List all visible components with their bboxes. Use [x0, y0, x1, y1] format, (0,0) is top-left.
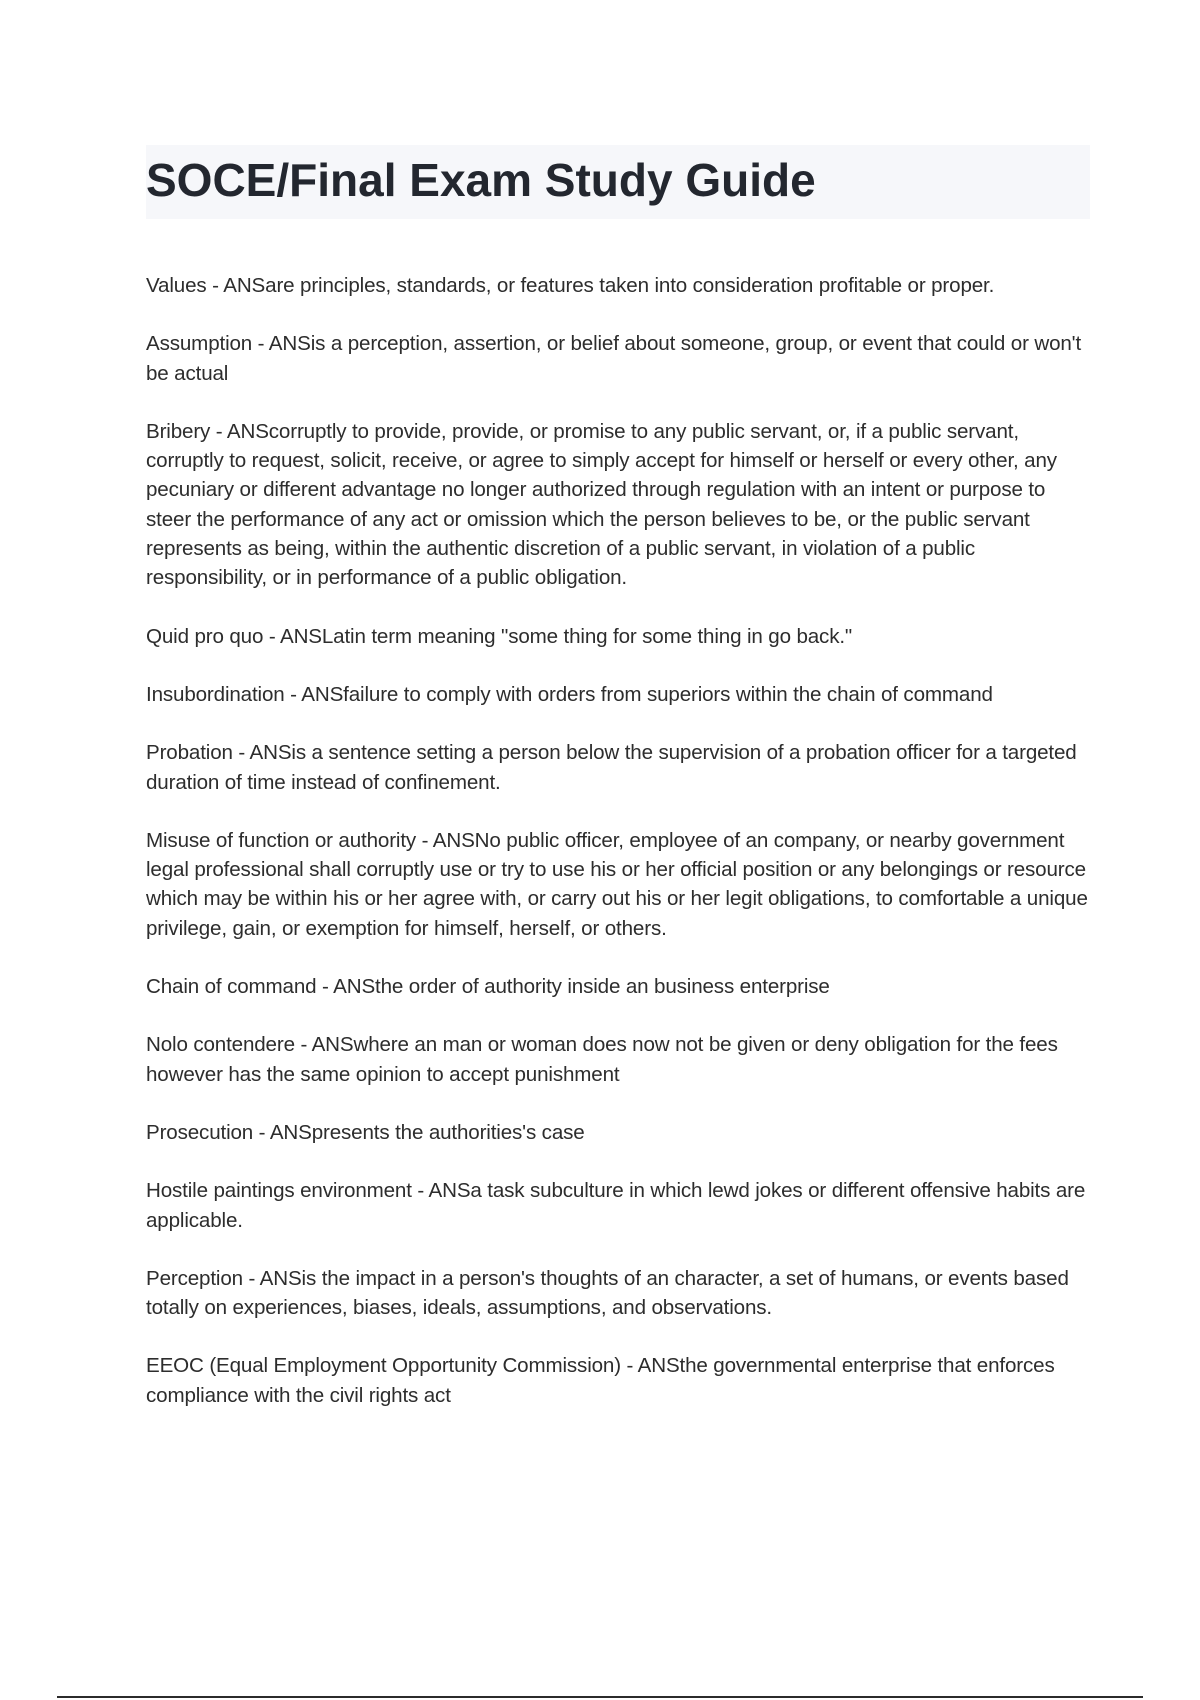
entry-hostile-work-environment: Hostile paintings environment - ANSa task subculture in which lewd jokes or different offensive habits are applicable. — [146, 1179, 1086, 1232]
entry-quid-pro-quo: Quid pro quo - ANSLatin term meaning "some thing for some thing in go back." — [146, 624, 853, 648]
entry-values: Values - ANSare principles, standards, or features taken into consideration profitable or proper. — [146, 274, 995, 297]
entry-misuse-of-authority: Misuse of function or authority - ANSNo public officer, employee of an company, or nearby government legal professional shall corruptly use or try to use his or her official position or any belongings or resource which may be within his or her agree with, or carry out his or her legit obligations, to comfortable a unique privilege, gain, or exemption for himself, herself, or others. — [146, 828, 1088, 940]
page-title: SOCE/Final Exam Study Guide — [146, 154, 816, 206]
entry-perception: Perception - ANSis the impact in a person's thoughts of an character, a set of humans, or events based totally on experiences, biases, ideals, assumptions, and observations. — [146, 1266, 1069, 1320]
entry-bribery: Bribery - ANScorruptly to provide, provide, or promise to any public servant, or, if a public servant, corruptly to request, solicit, receive, or agree to simply accept for himself or herself or every other, any pecuniary or different advantage no longer authorized through regulation with an intent or purpose to steer the performance of any act or omission which the person believes to be, or the public servant represents as being, within the authentic discretion of a public servant, in violation of a public responsibility, or in performance of a public obligation. — [146, 419, 1057, 590]
study-guide-entries — [146, 271, 1090, 1439]
footer-divider — [57, 1696, 1143, 1698]
title-banner — [146, 145, 1090, 219]
entry-assumption: Assumption - ANSis a perception, assertion, or belief about someone, group, or event that could or won't be actual — [146, 332, 1082, 385]
entry-prosecution: Prosecution - ANSpresents the authorities's case — [146, 1120, 585, 1144]
entry-nolo-contendere: Nolo contendere - ANSwhere an man or woman does now not be given or deny obligation for the fees however has the same opinion to accept punishment — [146, 1033, 1058, 1086]
entry-probation: Probation - ANSis a sentence setting a person below the supervision of a probation officer for a targeted duration of time instead of confinement. — [146, 741, 1077, 794]
entry-insubordination: Insubordination - ANSfailure to comply with orders from superiors within the chain of command — [146, 682, 993, 706]
entry-eeoc: EEOC (Equal Employment Opportunity Commission) - ANSthe governmental enterprise that enforces compliance with the civil rights act — [146, 1354, 1055, 1407]
entry-chain-of-command: Chain of command - ANSthe order of authority inside an business enterprise — [146, 975, 830, 999]
